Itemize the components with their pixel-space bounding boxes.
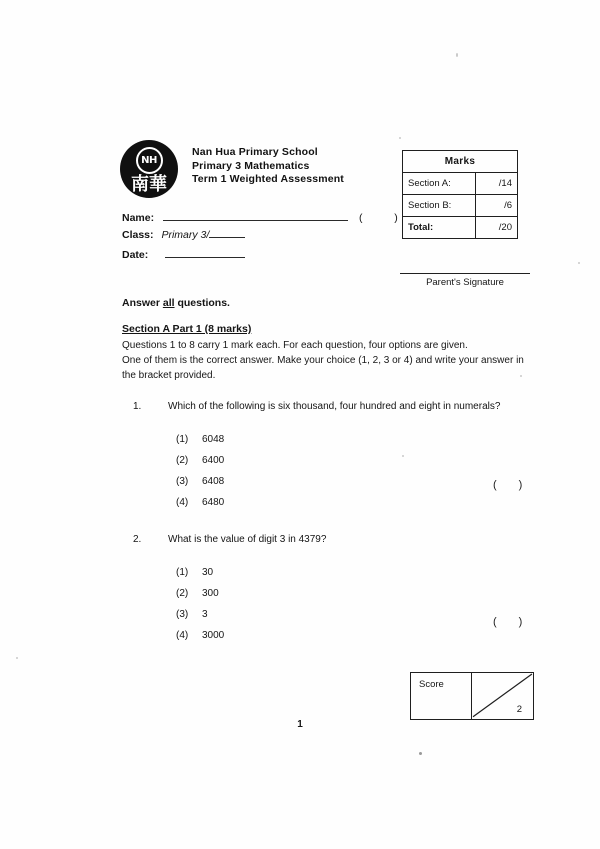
question-2-option-3-key: (3) — [176, 609, 189, 620]
score-box-label-cell — [411, 673, 472, 719]
answer-all-prefix: Answer — [122, 297, 163, 309]
list-item[interactable] — [176, 562, 224, 583]
list-item[interactable] — [176, 583, 224, 604]
name-input[interactable] — [163, 211, 348, 221]
question-2-option-2-value: 300 — [202, 588, 219, 599]
answer-all-instruction — [122, 296, 230, 311]
assessment-line: Term 1 Weighted Assessment — [192, 173, 344, 185]
list-item[interactable] — [176, 429, 224, 450]
instruction-line-2: One of them is the correct answer. Make your choice (1, 2, 3 or 4) and write your answer in — [122, 355, 524, 366]
class-label: Class: — [122, 229, 154, 241]
score-box — [410, 672, 534, 720]
question-1-option-1-value: 6048 — [202, 434, 225, 445]
parent-signature-line[interactable] — [400, 273, 530, 274]
marks-row-label-section-b: Section B: — [403, 195, 476, 217]
question-2-bracket-close: ) — [518, 616, 545, 628]
list-item[interactable] — [176, 604, 224, 625]
question-1-text: Which of the following is six thousand, four hundred and eight in numerals? — [168, 401, 501, 412]
date-input[interactable] — [165, 248, 245, 258]
question-1-number: 1. — [133, 401, 142, 412]
marks-table — [402, 150, 518, 239]
list-item[interactable] — [176, 625, 224, 646]
marks-table-title-row — [403, 151, 518, 173]
class-field-row — [122, 228, 245, 241]
list-item[interactable] — [176, 492, 224, 513]
question-2-number: 2. — [133, 534, 142, 545]
question-2-option-1-key: (1) — [176, 567, 189, 578]
class-input[interactable] — [209, 228, 245, 238]
question-1-options — [176, 429, 224, 513]
question-2-answer-bracket[interactable] — [493, 616, 544, 628]
name-index-input[interactable] — [365, 212, 391, 221]
section-a-instructions — [122, 338, 552, 383]
score-box-value: 2 — [516, 704, 522, 715]
name-bracket-open: ( — [358, 212, 363, 224]
question-1-option-3-key: (3) — [176, 476, 189, 487]
answer-all-emphasis: all — [162, 297, 175, 309]
marks-row-label-total: Total: — [403, 217, 476, 239]
scan-speck — [419, 752, 422, 755]
score-box-value-cell[interactable] — [472, 673, 533, 719]
name-field-row — [122, 211, 398, 224]
scan-speck — [456, 53, 458, 57]
scan-speck — [16, 657, 18, 659]
question-1-option-2-value: 6400 — [202, 455, 225, 466]
instruction-line-1: Questions 1 to 8 carry 1 mark each. For each question, four options are given. — [122, 340, 468, 351]
page-number: 1 — [297, 719, 303, 730]
table-row — [403, 195, 518, 217]
scan-speck — [399, 137, 401, 139]
question-1-option-4-key: (4) — [176, 497, 189, 508]
question-2-option-2-key: (2) — [176, 588, 189, 599]
question-2-options — [176, 562, 224, 646]
answer-all-suffix: questions. — [174, 297, 230, 309]
scan-speck — [402, 455, 404, 457]
question-1-answer-bracket[interactable] — [493, 479, 544, 491]
logo-chinese-name: 南華 — [131, 174, 167, 195]
date-label: Date: — [122, 249, 149, 261]
date-field-row — [122, 248, 245, 261]
question-1-option-1-key: (1) — [176, 434, 189, 445]
question-2-bracket-open: ( — [493, 616, 519, 628]
table-row — [403, 217, 518, 239]
score-box-label: Score — [419, 679, 444, 690]
name-label: Name: — [122, 212, 155, 224]
table-row — [403, 173, 518, 195]
list-item[interactable] — [176, 450, 224, 471]
question-2-option-4-value: 3000 — [202, 630, 225, 641]
question-1-bracket-open: ( — [493, 479, 519, 491]
subject-line: Primary 3 Mathematics — [192, 159, 310, 172]
school-header-block — [192, 146, 344, 187]
question-1-option-2-key: (2) — [176, 455, 189, 466]
school-name: Nan Hua Primary School — [192, 146, 318, 158]
instruction-line-3: the bracket provided. — [122, 370, 216, 381]
question-2-text: What is the value of digit 3 in 4379? — [168, 534, 327, 545]
logo-initials-ring — [136, 147, 163, 174]
scan-speck — [578, 262, 580, 264]
marks-table-title: Marks — [403, 151, 518, 173]
question-1-option-3-value: 6408 — [202, 476, 225, 487]
question-2-option-1-value: 30 — [202, 567, 214, 578]
question-1-bracket-close: ) — [518, 479, 545, 491]
school-logo — [120, 140, 178, 198]
question-2-option-4-key: (4) — [176, 630, 189, 641]
class-prefix: Primary 3/ — [161, 229, 210, 241]
question-2-option-3-value: 3 — [202, 609, 208, 620]
marks-row-value-section-b[interactable]: /6 — [476, 195, 518, 217]
list-item[interactable] — [176, 471, 224, 492]
name-bracket-close: ) — [394, 212, 398, 224]
marks-row-value-section-a[interactable]: /14 — [476, 173, 518, 195]
score-diagonal-line — [472, 673, 533, 718]
parent-signature-label: Parent's Signature — [426, 277, 504, 288]
section-a-heading: Section A Part 1 (8 marks) — [122, 323, 252, 335]
question-1-option-4-value: 6480 — [202, 497, 225, 508]
marks-row-label-section-a: Section A: — [403, 173, 476, 195]
marks-row-value-total[interactable]: /20 — [476, 217, 518, 239]
logo-initials: NH — [141, 154, 157, 166]
